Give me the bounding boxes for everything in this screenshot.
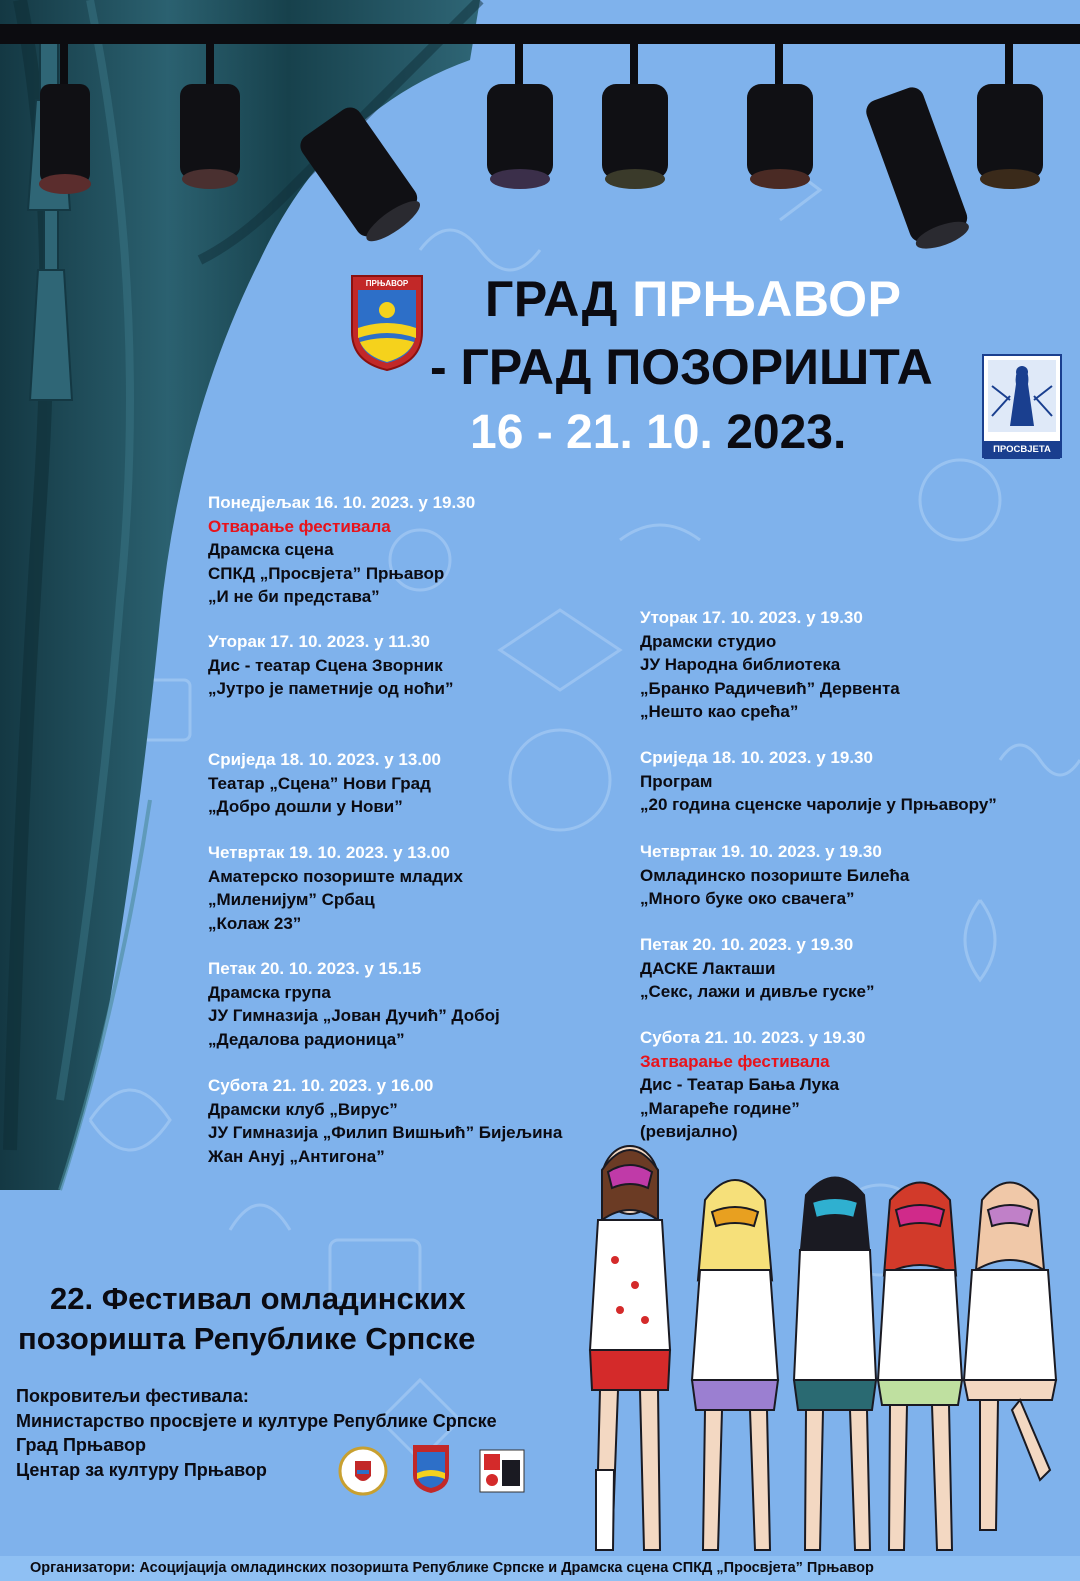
event-date: Сриједа 18. 10. 2023. у 13.00 xyxy=(208,750,441,769)
event-right-3 xyxy=(640,840,909,911)
city-crest-label: ПРЊАВОР xyxy=(365,279,409,288)
prosvjeta-figure-icon xyxy=(984,356,1060,436)
festival-dates xyxy=(470,405,846,460)
event-line: Драмски клуб „Вирус” xyxy=(208,1099,398,1119)
title-prefix: ГРАД xyxy=(485,271,618,327)
event-line: „Секс, лажи и дивље гуске” xyxy=(640,982,875,1001)
event-line: Дис - театар Сцена Зворник xyxy=(208,655,443,675)
culture-center-icon xyxy=(478,1448,526,1494)
event-date: Уторак 17. 10. 2023. у 11.30 xyxy=(208,632,430,651)
spotlight-icon xyxy=(30,44,100,204)
opening-label: Отварање фестивала xyxy=(208,516,391,536)
event-left-6 xyxy=(208,1074,562,1168)
festival-name-line-1: 22. Фестивал омладинских xyxy=(50,1281,466,1316)
city-crest-small-icon xyxy=(411,1443,451,1495)
event-line: Жан Ануј „Антигона” xyxy=(208,1146,385,1166)
event-line: „И не би представа” xyxy=(208,587,380,606)
event-date: Субота 21. 10. 2023. у 19.30 xyxy=(640,1028,866,1047)
spotlight-icon xyxy=(735,44,825,194)
event-date: Петак 20. 10. 2023. у 15.15 xyxy=(208,959,422,978)
closing-label: Затварање фестивала xyxy=(640,1051,830,1071)
event-line: Драмска група xyxy=(208,982,331,1002)
event-date: Субота 21. 10. 2023. у 16.00 xyxy=(208,1076,434,1095)
spotlight-icon xyxy=(590,44,680,194)
event-line: (ревијално) xyxy=(640,1122,738,1141)
title-line-1 xyxy=(485,270,901,328)
event-line: „Колаж 23” xyxy=(208,913,302,933)
spotlight-icon xyxy=(170,44,250,194)
ministry-seal-icon xyxy=(338,1446,388,1496)
event-line: „Дедалова радионица” xyxy=(208,1029,405,1049)
event-right-1 xyxy=(640,606,900,724)
dates-day-month: 16 - 21. 10. xyxy=(470,406,713,459)
event-left-4 xyxy=(208,841,463,935)
event-right-2 xyxy=(640,746,997,817)
event-left-2 xyxy=(208,630,453,701)
event-line: „Магареће године” xyxy=(640,1098,800,1118)
spotlight-icon xyxy=(850,60,980,260)
event-date: Сриједа 18. 10. 2023. у 19.30 xyxy=(640,748,873,767)
event-line: „Нешто као срећа” xyxy=(640,702,799,721)
event-line: ЈУ Гимназија „Јован Дучић” Добој xyxy=(208,1006,500,1025)
spotlight-icon xyxy=(965,44,1055,194)
event-date: Уторак 17. 10. 2023. у 19.30 xyxy=(640,608,863,627)
event-date: Четвртак 19. 10. 2023. у 19.30 xyxy=(640,842,882,861)
festival-name-line-2: позоришта Републике Српске xyxy=(18,1321,476,1356)
city-crest-logo xyxy=(348,272,426,372)
prosvjeta-label: ПРОСВЈЕТА xyxy=(984,441,1060,459)
event-line: Драмски студио xyxy=(640,631,777,651)
spotlight-icon xyxy=(475,44,565,194)
event-line: „Добро дошли у Нови” xyxy=(208,797,403,816)
event-line: „Јутро је паметније од ноћи” xyxy=(208,679,454,698)
event-date: Петак 20. 10. 2023. у 19.30 xyxy=(640,935,854,954)
event-left-5 xyxy=(208,957,500,1051)
event-line: ДАСКЕ Лакташи xyxy=(640,958,776,978)
event-line: Драмска сцена xyxy=(208,540,334,559)
event-line: Омладинско позориште Билећа xyxy=(640,865,910,885)
dates-year: 2023. xyxy=(726,406,847,459)
event-left-1 xyxy=(208,491,475,609)
event-right-4 xyxy=(640,933,874,1004)
event-date: Четвртак 19. 10. 2023. у 13.00 xyxy=(208,843,450,862)
event-line: Програм xyxy=(640,771,713,791)
festival-name xyxy=(18,1279,475,1359)
event-line: „20 година сценске чаролије у Прњавору” xyxy=(640,795,997,814)
event-line: ЈУ Гимназија „Филип Вишњић” Бијељина xyxy=(208,1123,563,1142)
event-line: Аматерско позориште младих xyxy=(208,866,463,886)
patron-item: Центар за културу Прњавор xyxy=(16,1459,267,1480)
event-line: Дис - Театар Бања Лука xyxy=(640,1075,840,1094)
event-line: „Бранко Радичевић” Дервента xyxy=(640,678,900,698)
prosvjeta-logo xyxy=(982,354,1062,458)
event-line: СПКД „Просвјета” Прњавор xyxy=(208,563,445,583)
lighting-rail xyxy=(0,24,1080,44)
event-line: „Много буке око свачега” xyxy=(640,889,855,908)
event-date: Понедјељак 16. 10. 2023. у 19.30 xyxy=(208,493,476,512)
title-city: ПРЊАВОР xyxy=(632,271,902,327)
event-line: Театар „Сцена” Нови Град xyxy=(208,773,431,793)
event-line: ЈУ Народна библиотека xyxy=(640,655,841,674)
event-left-3 xyxy=(208,748,441,819)
patrons-heading: Покровитељи фестивала: xyxy=(16,1386,249,1406)
spotlight-icon xyxy=(280,80,440,250)
patron-item: Град Прњавор xyxy=(16,1435,147,1455)
masked-dancers-illustration xyxy=(560,1110,1070,1560)
title-line-2: - ГРАД ПОЗОРИШТА xyxy=(430,339,933,395)
event-line: „Миленијум” Србац xyxy=(208,890,375,909)
patron-item: Министарство просвјете и културе Републике Српске xyxy=(16,1410,497,1431)
organizers-text: Организатори: Асоцијација омладинских позоришта Републике Српске и Драмска сцена СПКД „Просвјета” Прњавор xyxy=(30,1560,874,1576)
